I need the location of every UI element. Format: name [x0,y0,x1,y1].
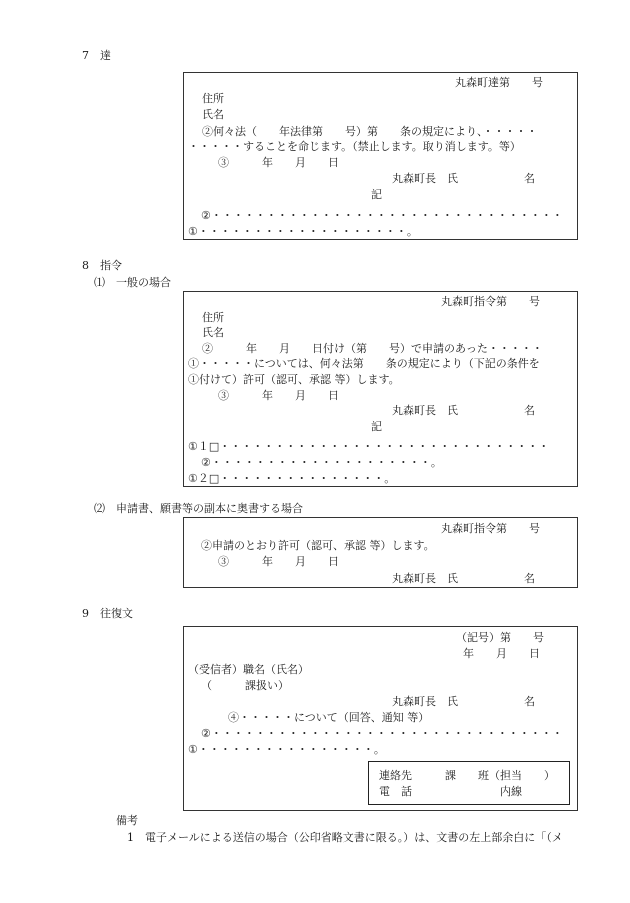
body-line: ・・・・・することを命じます。（禁止します。取り消します。等） [188,140,521,153]
body-line: ①・・・・・・・・・・・・・・・・・・・。 [188,225,418,238]
signature-line: 丸森町長 氏 名 [392,572,535,585]
tatsu-number: 丸森町達第 号 [455,76,543,89]
contact-box [368,761,570,805]
name-label: 氏名 [202,326,224,339]
body-line: ② 年 月 日付け（第 号）で申請のあった・・・・・ [202,342,543,355]
ki-label: 記 [371,188,382,201]
address-label: 住所 [202,92,224,105]
section-9-heading: 9 往復文 [82,607,133,620]
body-line: ①・・・・・・・・・・・・・・・・。 [188,743,385,756]
body-line: ②何々法（ 年法律第 号）第 条の規定により、・・・・・ [202,125,538,138]
body-line: ②・・・・・・・・・・・・・・・・・・・・・・・・・・・・・・・・ [201,209,563,222]
notes-heading: 備考 [116,814,138,827]
signature-line: 丸森町長 氏 名 [392,695,535,708]
subject-line: ④・・・・・について（回答、通知 等） [228,711,430,724]
condition-line: ①２□・・・・・・・・・・・・・・・。 [188,472,396,485]
date-line: ③ 年 月 日 [218,156,339,169]
phone-line: 電 話 内線 [379,785,522,798]
body-line: ①・・・・・については、何々法第 条の規定により（下記の条件を [188,357,540,370]
section-7-heading: 7 達 [82,49,111,62]
body-line: ①付けて）許可（認可、承認 等）します。 [188,373,400,386]
subsection-2-heading: ⑵ 申請書、願書等の副本に奥書する場合 [94,502,303,515]
document-number: （記号）第 号 [456,631,544,644]
note-item: 1 電子メールによる送信の場合（公印省略文書に限る。）は、文書の左上部余白に「（メ [127,831,563,844]
condition-line: ②・・・・・・・・・・・・・・・・・・・・。 [201,456,442,469]
address-label: 住所 [202,311,224,324]
subsection-1-heading: ⑴ 一般の場合 [94,276,171,289]
name-label: 氏名 [202,108,224,121]
body-line: ②申請のとおり許可（認可、承認 等）します。 [201,539,435,552]
ki-label: 記 [371,420,382,433]
signature-line: 丸森町長 氏 名 [392,172,535,185]
shirei-number: 丸森町指令第 号 [441,295,540,308]
signature-line: 丸森町長 氏 名 [392,404,535,417]
section-8-heading: 8 指令 [82,259,122,272]
recipient-line: （受信者）職名（氏名） [188,663,309,676]
date-line: ③ 年 月 日 [218,389,339,402]
document-date: 年 月 日 [463,647,540,660]
body-line: ②・・・・・・・・・・・・・・・・・・・・・・・・・・・・・・・・ [201,727,563,740]
contact-line: 連絡先 課 班（担当 ） [379,769,555,782]
date-line: ③ 年 月 日 [218,555,339,568]
recipient-dept-line: （ 課扱い） [201,679,289,692]
shirei-number: 丸森町指令第 号 [441,522,540,535]
condition-line: ①１□・・・・・・・・・・・・・・・・・・・・・・・・・・・・・・ [188,440,550,453]
